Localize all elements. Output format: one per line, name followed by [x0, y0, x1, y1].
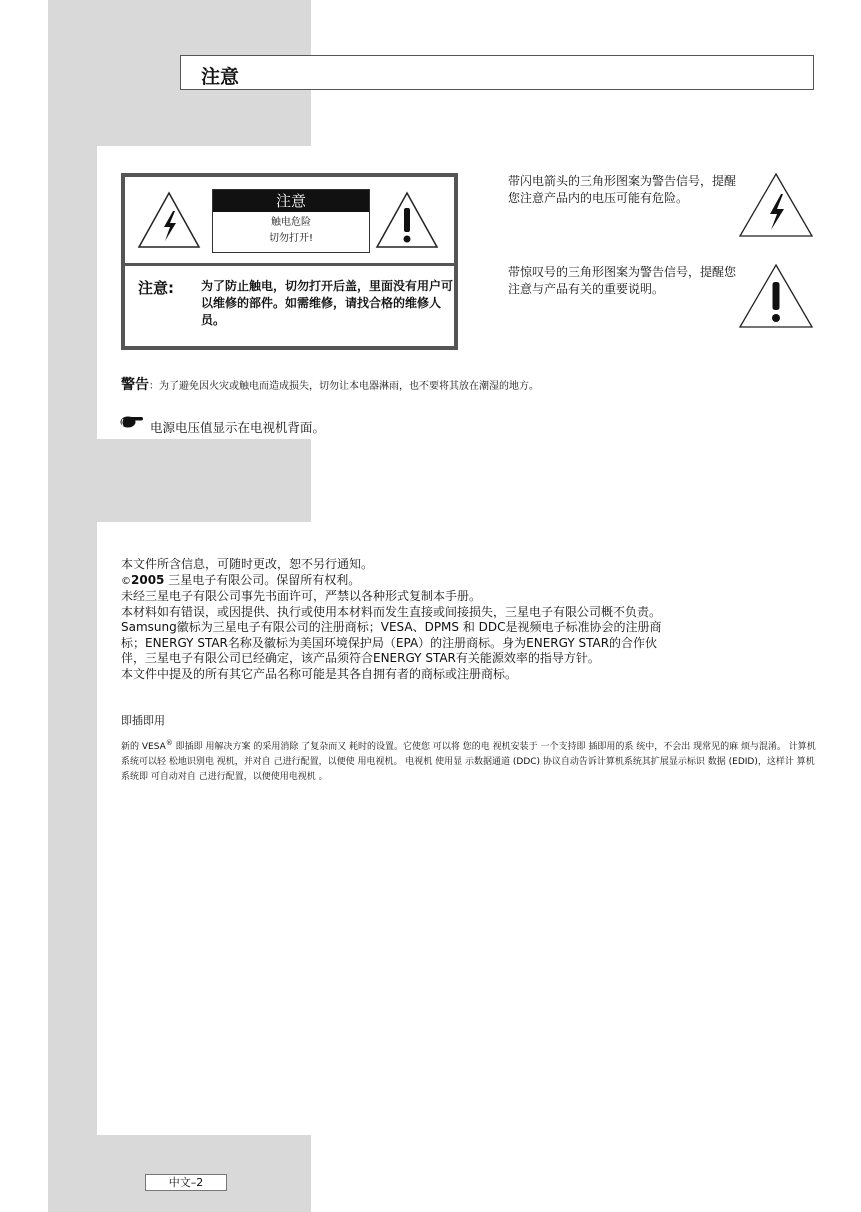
caution-box	[121, 173, 458, 350]
legal-line: 本材料如有错误，或因提供、执行或使用本材料而发生直接或间接损失，三星电子有限公司概不负责。	[121, 604, 662, 619]
exclamation-description: 带惊叹号的三角形图案为警告信号，提醒您注意与产品有关的重要说明。	[508, 265, 737, 296]
legal-line: Samsung徽标为三星电子有限公司的注册商标；VESA、DPMS 和 DDC是视频电子标准协会的注册商	[121, 620, 662, 634]
legal-line: 伴，三星电子有限公司已经确定，该产品须符合ENERGY STAR有关能源效率的指导方针。	[121, 651, 600, 665]
legal-line: 本文件中提及的所有其它产品名称可能是其各自拥有者的商标或注册商标。	[121, 666, 518, 681]
caution-box-head: 注意	[213, 190, 369, 212]
title-box	[180, 55, 814, 90]
caution-text: 为了防止触电，切勿打开后盖，里面没有用户可以维修的部件。如需维修，请找合格的维修人员。	[201, 279, 454, 327]
caution-box-line2: 切勿打开!	[268, 233, 313, 244]
warning-text: ：为了避免因火灾或触电而造成损失，切勿让本电器淋雨，也不要将其放在潮湿的地方。	[149, 381, 539, 392]
exclamation-warning-icon	[375, 191, 439, 249]
caution-box-line1: 触电危险	[271, 217, 311, 228]
warning-line	[121, 374, 539, 394]
copyright-text: 三星电子有限公司。保留所有权利。	[164, 572, 361, 587]
power-note: 电源电压值显示在电视机背面。	[150, 420, 326, 435]
gray-band-middle	[48, 439, 311, 522]
exclamation-triangle-icon	[738, 263, 814, 329]
pnp-body: 即插即 用解决方案 的采用消除 了复杂而又 耗时的设置。它使您 可以将 您的电 视机安装于 一个支持即 插即用的系 统中，不会出 现常见的麻 烦与混淆。 计算机 系统可以轻 松地识别电 视机，并对自 己进行配置，以便使 用电视机。 电视机 使用显 示数据通道 (DDC) 协议自动告诉计算机系统其扩展显示标识 数据 (EDID)，这样计 算机系统即 可自动对自 己进行配置，以便使用电视机 。	[121, 742, 816, 782]
caution-box-center	[212, 189, 370, 253]
legal-line: 未经三星电子有限公司事先书面许可，严禁以各种形式复制本手册。	[121, 589, 482, 603]
plug-and-play-title: 即插即用	[121, 714, 165, 727]
legal-block	[121, 557, 821, 682]
pnp-prefix: 新的 VESA	[121, 742, 166, 752]
legal-line: 本文件所含信息，可随时更改，恕不另行通知。	[121, 557, 374, 571]
pointing-hand-icon	[120, 414, 144, 428]
warning-label: 警告	[121, 377, 149, 393]
registered-mark: ®	[165, 739, 173, 747]
copyright-line	[121, 573, 821, 590]
lightning-triangle-icon	[738, 172, 814, 238]
page-title: 注意	[201, 66, 240, 88]
caution-label: 注意:	[138, 279, 174, 297]
lightning-description: 带闪电箭头的三角形图案为警告信号，提醒您注意产品内的电压可能有危险。	[508, 174, 737, 205]
lightning-warning-icon	[137, 191, 201, 249]
page-number: 中文–2	[145, 1174, 227, 1191]
gray-band-left-upper	[48, 146, 97, 439]
copyright-year: 2005	[131, 572, 165, 587]
copyright-icon: ©	[121, 575, 131, 587]
plug-and-play-text	[121, 736, 821, 785]
gray-band-left-lower	[48, 522, 97, 1135]
legal-line: 标；ENERGY STAR名称及徽标为美国环境保护局（EPA）的注册商标。身为ENERGY STAR的合作伙	[121, 635, 658, 650]
caution-box-top	[125, 177, 454, 266]
